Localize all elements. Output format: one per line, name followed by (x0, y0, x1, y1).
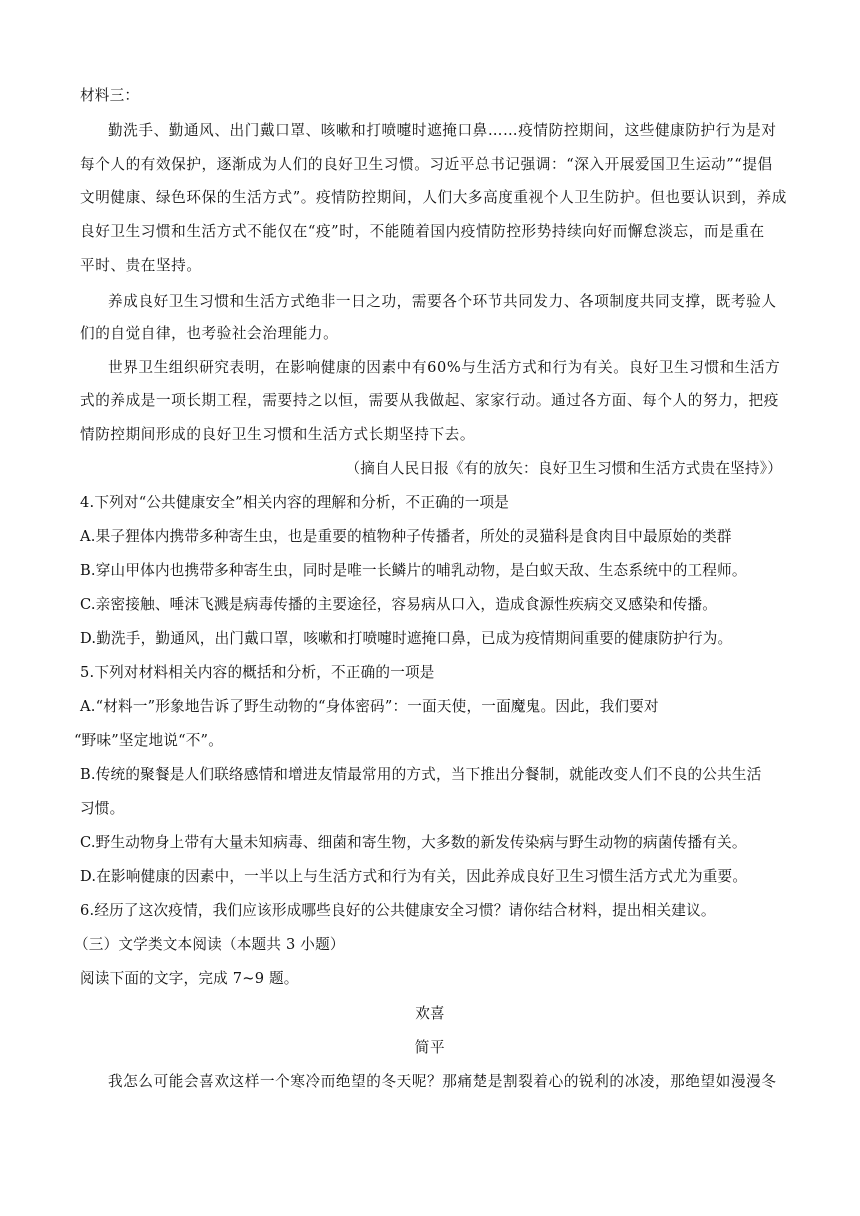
section-heading: （三）文学类文本阅读（本题共 3 小题） (74, 936, 345, 953)
question-5-option-b: B.传统的聚餐是人们联络感情和增进友情最常用的方式，当下推出分餐制，就能改变人们不良的公共生活 (80, 766, 762, 783)
material3-line: 勤洗手、勤通风、出门戴口罩、咳嗽和打喷嚏时遮掩口鼻……疫情防控期间，这些健康防护行为是对 (108, 122, 777, 139)
question-5-option-b-continued: 习惯。 (80, 800, 125, 817)
story-title: 欢喜 (415, 1005, 445, 1022)
material3-line: 世界卫生组织研究表明，在影响健康的因素中有60%与生活方式和行为有关。良好卫生习惯和生活方 (108, 359, 781, 376)
story-author: 简平 (414, 1039, 446, 1056)
question-6-stem: 6.经历了这次疫情，我们应该形成哪些良好的公共健康安全习惯？请你结合材料，提出相关建议。 (80, 902, 716, 919)
material3-line: 式的养成是一项长期工程，需要持之以恒，需要从我做起、家家行动。通过各方面、每个人的努力，把疫 (80, 392, 779, 409)
material3-line: 文明健康、绿色环保的生活方式”。疫情防控期间，人们大多高度重视个人卫生防护。但也要认识到，养成 (80, 189, 787, 206)
material3-heading: 材料三： (80, 87, 140, 104)
material3-line: 养成良好卫生习惯和生活方式绝非一日之功，需要各个环节共同发力、各项制度共同支撑，既考验人 (108, 293, 777, 310)
material3-source: （摘自人民日报《有的放矢：良好卫生习惯和生活方式贵在坚持》） (345, 460, 782, 477)
section-instruction: 阅读下面的文字，完成 7~9 题。 (80, 970, 299, 987)
question-4-option-a: A.果子狸体内携带多种寄生虫，也是重要的植物种子传播者，所处的灵猫科是食肉目中最原始的类群 (80, 528, 732, 545)
question-5-stem: 5.下列对材料相关内容的概括和分析，不正确的一项是 (80, 664, 435, 681)
question-4-option-c: C.亲密接触、唾沫飞溅是病毒传播的主要途径，容易病从口入，造成食源性疾病交叉感染和传播。 (80, 596, 718, 613)
material3-line: 平时、贵在坚持。 (80, 257, 202, 274)
question-4-stem: 4.下列对“公共健康安全”相关内容的理解和分析，不正确的一项是 (80, 494, 510, 511)
question-5-option-a-continued: “野味”坚定地说“不”。 (74, 732, 223, 749)
material3-line: 每个人的有效保护，逐渐成为人们的良好卫生习惯。习近平总书记强调：“深入开展爱国卫生运动”“提倡 (80, 156, 773, 173)
story-first-line: 我怎么可能会喜欢这样一个寒冷而绝望的冬天呢？那痛楚是割裂着心的锐利的冰凌，那绝望如漫漫冬 (108, 1073, 777, 1090)
question-4-option-d: D.勤洗手，勤通风，出门戴口罩，咳嗽和打喷嚏时遮掩口鼻，已成为疫情期间重要的健康防护行为。 (80, 630, 733, 647)
question-5-option-a: A.“材料一”形象地告诉了野生动物的“身体密码”：一面天使，一面魔鬼。因此，我们要对 (80, 698, 659, 715)
material3-line: 们的自觉自律，也考验社会治理能力。 (80, 325, 339, 342)
question-5-option-c: C.野生动物身上带有大量未知病毒、细菌和寄生物，大多数的新发传染病与野生动物的病菌传播有关。 (80, 834, 747, 851)
question-4-option-b: B.穿山甲体内也携带多种寄生虫，同时是唯一长鳞片的哺乳动物，是白蚁天敌、生态系统中的工程师。 (80, 562, 747, 579)
material3-line: 良好卫生习惯和生活方式不能仅在“疫”时，不能随着国内疫情防控形势持续向好而懈怠淡忘，而是重在 (80, 223, 765, 240)
material3-line: 情防控期间形成的良好卫生习惯和生活方式长期坚持下去。 (80, 426, 476, 443)
question-5-option-d: D.在影响健康的因素中，一半以上与生活方式和行为有关，因此养成良好卫生习惯生活方式尤为重要。 (80, 868, 748, 885)
